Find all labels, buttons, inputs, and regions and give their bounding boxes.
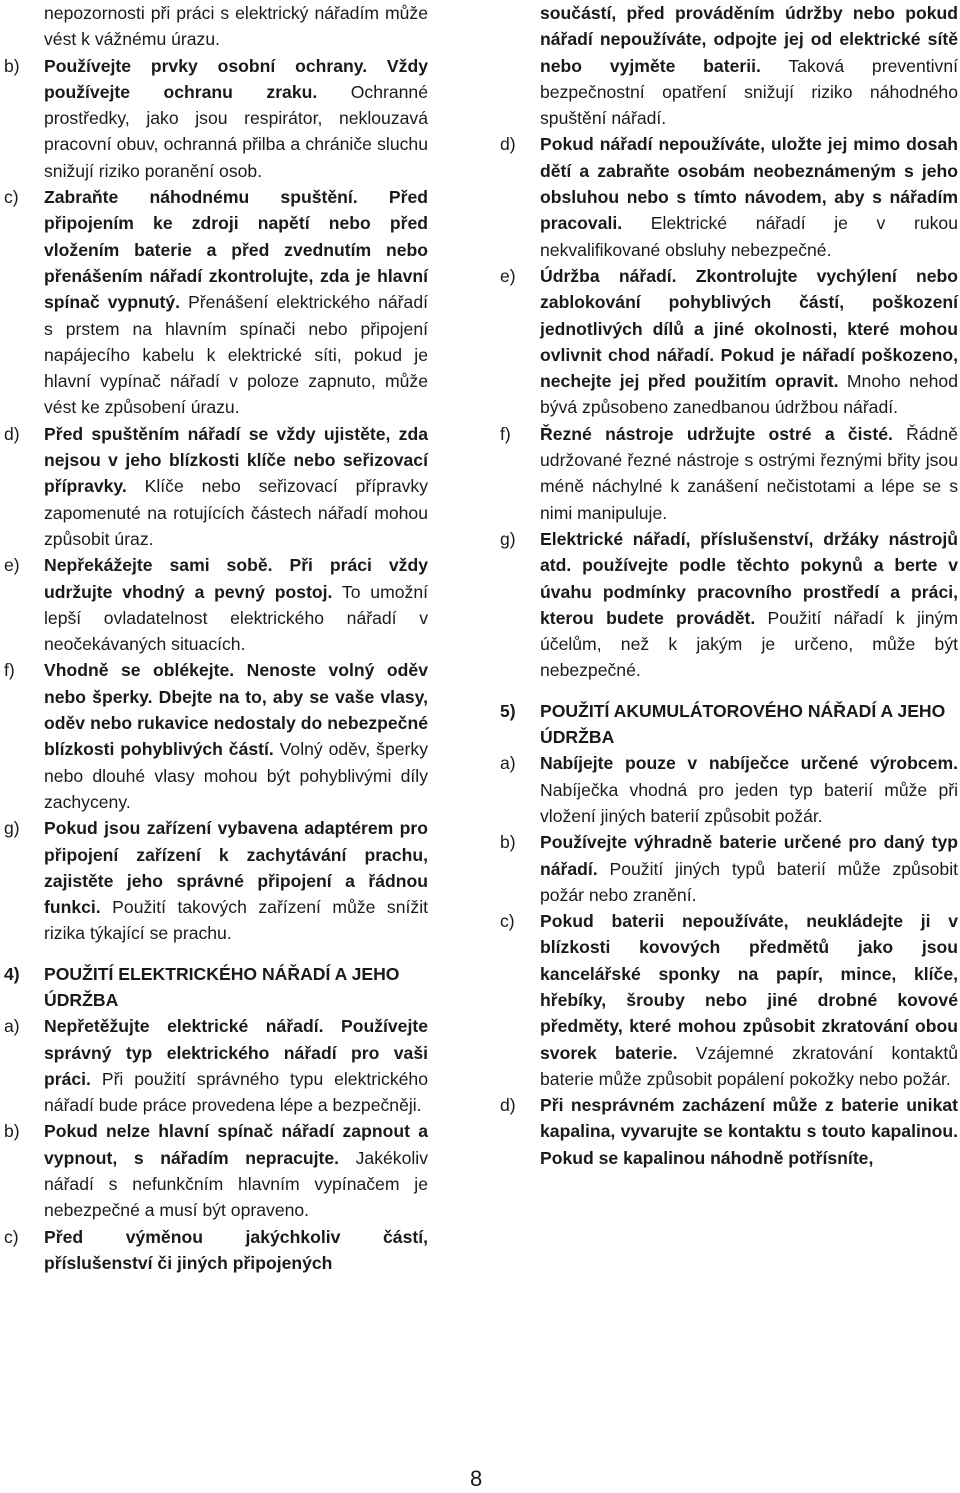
list-item: d) Pokud nářadí nepoužíváte, uložte jej mimo dosah dětí a zabraňte osobám neobeznámeným s jeho obsluhou nebo s tímto návodem, aby s nářadím pracovali. Elektrické nářadí je v rukou nekvalifikované obsluhy nebezpečné. <box>500 134 958 260</box>
list-item: b) Používejte výhradně baterie určené pro daný typ nářadí. Použití jiných typů baterií může způsobit požár nebo zranění. <box>500 832 958 905</box>
list-item: d) Před spuštěním nářadí se vždy ujistěte, zda nejsou v jeho blízkosti klíče nebo seřizovací přípravky. Klíče nebo seřizovací přípravky zapomenuté na rotujících částech nářadí mohou způsobit úraz. <box>4 423 428 549</box>
list-item: f) Vhodně se oblékejte. Nenoste volný oděv nebo šperky. Dbejte na to, aby se vaše vlasy, oděv nebo rukavice nedostaly do nebezpečné blízkosti pohyblivých částí. Volný oděv, šperky nebo dlouhé vlasy mohou být pohyblivými díly zachyceny. <box>4 660 428 812</box>
section-heading: 4) POUŽITÍ ELEKTRICKÉHO NÁŘADÍ A JEHO ÚDRŽBA <box>4 963 400 1010</box>
list-item: a) Nabíjejte pouze v nabíječce určené výrobcem. Nabíječka vhodná pro jeden typ baterií může při vložení jiných baterií způsobit požár. <box>500 753 958 826</box>
list-item: e) Údržba nářadí. Zkontrolujte vychýlení nebo zablokování pohyblivých částí, poškození jednotlivých dílů a jiné okolnosti, které mohou ovlivnit chod nářadí. Pokud je nářadí poškozeno, nechejte jej před použitím opravit. Mnoho nehod bývá způsobeno zanedbanou údržbou nářadí. <box>500 265 959 418</box>
list-item: c) Pokud baterii nepoužíváte, neukládejte ji v blízkosti kovových předmětů jako jsou kancelářské sponky na papír, mince, klíče, hřebíky, šrouby nebo jiné drobné kovové předměty, které mohou způsobit zkratování obou svorek baterie. Vzájemné zkratování kontaktů baterie může způsobit popálení pokožky nebo požár. <box>500 911 958 1089</box>
list-item: g) Pokud jsou zařízení vybavena adaptérem pro připojení zařízení k zachytávání prachu, zajistěte jeho správné připojení a řádnou funkci. Použití takových zařízení může snížit rizika týkající se prachu. <box>4 818 428 944</box>
list-item: součástí, před prováděním údržby nebo pokud nářadí nepoužíváte, odpojte jej od elektrické sítě nebo vyjměte baterii. Taková preventivní bezpečnostní opatření snižují riziko náhodného spuštění nářadí. <box>540 3 958 129</box>
list-item: e) Nepřekážejte sami sobě. Při práci vždy udržujte vhodný a pevný postoj. To umožní lepší ovladatelnost elektrického nářadí v neočekávaných situacích. <box>4 555 428 655</box>
right-column <box>500 0 958 1171</box>
list-item: g) Elektrické nářadí, příslušenství, držáky nástrojů atd. používejte podle těchto pokynů a berte v úvahu podmínky pracovního prostředí a práci, kterou budete provádět. Použití nářadí k jiným účelům, než k jakým je určeno, může být nebezpečné. <box>500 528 959 681</box>
list-item: b) Pokud nelze hlavní spínač nářadí zapnout a vypnout, s nářadím nepracujte. Jakékoliv nářadí s nefunkčním hlavním vypínačem je nebezpečné a musí být opraveno. <box>4 1121 428 1221</box>
list-item: a) Nepřetěžujte elektrické nářadí. Používejte správný typ elektrického nářadí pro vaši práci. Při použití správného typu elektrického nářadí bude práce provedena lépe a bezpečněji. <box>4 1016 428 1116</box>
list-item: b) Používejte prvky osobní ochrany. Vždy používejte ochranu zraku. Ochranné prostředky, jako jsou respirátor, neklouzavá pracovní obuv, ochranná přilba a chrániče sluchu snižují riziko poranění osob. <box>4 55 428 181</box>
list-item: f) Řezné nástroje udržujte ostré a čisté. Řádně udržované řezné nástroje s ostrými řeznými břity jsou méně náchylné k zanášení nečistotami a lépe se s nimi manipuluje. <box>500 423 958 523</box>
list-item: c) Před výměnou jakýchkoliv částí, příslušenství či jiných připojených <box>4 1226 428 1273</box>
section-heading: 5) POUŽITÍ AKUMULÁTOROVÉHO NÁŘADÍ A JEHO ÚDRŽBA <box>500 700 946 748</box>
list-item: c) Zabraňte náhodnému spuštění. Před připojením ke zdroji napětí nebo před vložením baterie a před zvednutím nebo přenášením nářadí zkontrolujte, zda je hlavní spínač vypnutý. Přenášení elektrického nářadí s prstem na hlavním spínači nebo připojení napájecího kabelu k elektrické síti, pokud je hlavní vypínač nářadí v poloze zapnuto, může vést ke způsobení úrazu. <box>4 187 429 418</box>
list-item: nepozornosti při práci s elektrický nářadím může vést k vážnému úrazu. <box>44 3 428 50</box>
list-item: d) Při nesprávném zacházení může z baterie unikat kapalina, vyvarujte se kontaktu s touto kapalinou. Pokud se kapalinou náhodně potřísníte, <box>500 1095 958 1168</box>
page-number: 8 <box>470 1466 483 1491</box>
left-column <box>4 0 428 1276</box>
